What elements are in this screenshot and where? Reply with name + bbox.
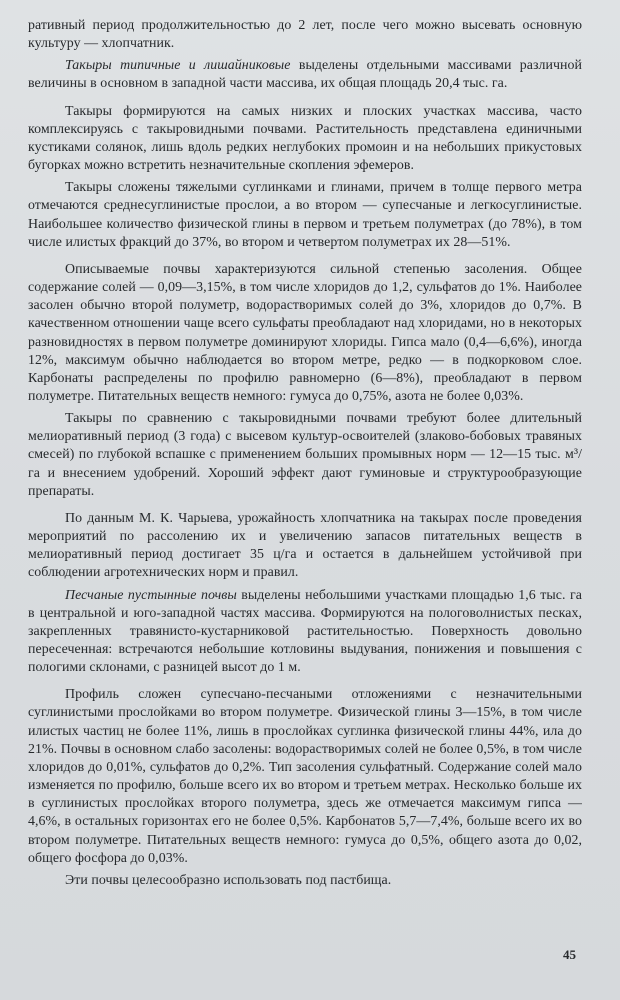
paragraph-3-text: Такыры формируются на самых низких и плоских участках массива, часто комплексируясь с такыровидными почвами. Растительность представлена единичными кустиками солянок, лишь вдоль редких неглубоких промоин и на небольших прикустовых бугорках можно встретить незначительные скопления эфемеров. bbox=[28, 103, 582, 174]
paragraph-9 bbox=[28, 686, 582, 868]
paragraph-7-text: По данным М. К. Чарыева, урожайность хлопчатника на такырах после проведения мероприятий по рассолению их и увеличению запасов питательных веществ в мелиоративный период достигает 35 ц/га и остается в дальнейшем устойчивой при соблюдении агротехнических норм и правил. bbox=[28, 510, 582, 581]
paragraph-3 bbox=[28, 103, 582, 176]
paragraph-2 bbox=[28, 57, 582, 93]
body-text bbox=[28, 17, 582, 890]
paragraph-10 bbox=[28, 872, 582, 890]
paragraph-4-text: Такыры сложены тяжелыми суглинками и глинами, причем в толще первого метра отмечаются среднесуглинистые прослои, а во втором — супесчаные и легкосуглинистые. Наибольшее количество физической глины в первом и третьем полуметрах (до 78%), в том числе илистых фракций до 37%, во втором и четвертом полуметрах их 28—51%. bbox=[28, 180, 582, 250]
paragraph-4 bbox=[28, 179, 582, 252]
paragraph-8-text: выделены небольшими участками площадью 1,6 тыс. га в центральной и юго-западной частях массива. Формируются на пологоволнистых песках, закрепленных травянисто-кустарниковой растительностью. Поверхность довольно пересеченная: встречаются небольшие котловины выдувания, понижения и повышения с пологими склонами, с разницей высот до 1 м. bbox=[28, 587, 582, 676]
paragraph-6-text: Такыры по сравнению с такыровидными почвами требуют более длительный мелиоративный период (3 года) с высевом культур-освоителей (злаково-бобовых травяных смесей) по глубокой вспашке с применением больших промывных норм — 12—15 тыс. м³/га и внесением удобрений. Хороший эффект дают гуминовые и структурообразующие препараты. bbox=[28, 411, 582, 499]
paragraph-10-text: Эти почвы целесообразно использовать под пастбища. bbox=[65, 872, 392, 888]
heading-sandy-desert-soils: Песчаные пустынные почвы bbox=[65, 587, 237, 603]
paragraph-7 bbox=[28, 510, 582, 583]
paragraph-5-text: Описываемые почвы характеризуются сильной степенью засоления. Общее содержание солей — 0,09—3,15%, в том числе хлоридов до 1,2, сульфатов до 1%. Наиболее засолен обычно второй полуметр, водорастворимых солей до 3%, хлоридов до 0,7%. В качественном отношении чаще всего сульфаты преобладают над хлоридами, но в некоторых разновидностях в первом полуметре доминируют хлориды. Гипса мало (0,4—6,6%), иногда 12%, максимум обычно наблюдается во втором метре, редко — в подкорковом слое. Карбонаты распределены по профилю равномерно (6—8%), преобладают в первом полуметре. Питательных веществ немного: гумуса до 0,75%, азота не более 0,03%. bbox=[28, 261, 582, 404]
paragraph-1 bbox=[28, 17, 582, 53]
page-number: 45 bbox=[563, 947, 576, 962]
paragraph-6 bbox=[28, 410, 582, 501]
paragraph-5 bbox=[28, 261, 582, 406]
heading-takyry-typical: Такыры типичные и лишайниковые bbox=[65, 58, 291, 74]
paragraph-2-text: выделены отдельными массивами различной величины в основном в западной части массива, их общая площадь 20,4 тыс. га. bbox=[28, 58, 582, 92]
paragraph-1-text: ративный период продолжительностью до 2 лет, после чего можно высевать основную культуру — хлопчатник. bbox=[28, 18, 582, 52]
paragraph-8 bbox=[28, 587, 582, 678]
paragraph-9-text: Профиль сложен супесчано-песчаными отложениями с незначительными суглинистыми прослойками во втором полуметре. Физической глины 3—15%, в том числе илистых частиц не более 11%, лишь в прослойках суглинка физической глины 44%, ила до 21%. Почвы в основном слабо засолены: водорастворимых солей не более 0,5%, в том числе хлоридов до 0,01%, сульфатов до 0,2%. Тип засоления сульфатный. Содержание солей мало изменяется по профилю, больше всего их во втором и третьем метрах. Несколько больше их в суглинистых прослойках второго полуметра, здесь же отмечается максимум гипса — 4,6%, в остальных горизонтах его не более 0,5%. Карбонатов 5,7—7,4%, больше всего их во втором полуметре. Питательных веществ немного: гумуса до 0,5%, общего азота до 0,02, общего фосфора до 0,03%. bbox=[28, 687, 582, 866]
